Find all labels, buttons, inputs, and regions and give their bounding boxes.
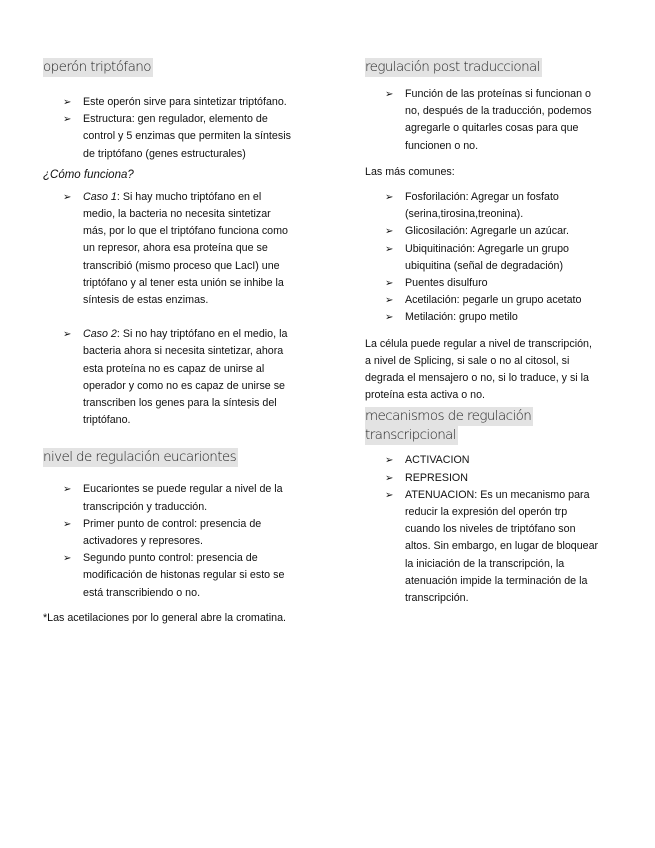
arrow-bullet-icon: ➢ (63, 114, 72, 126)
list-item: ➢ Estructura: gen regulador, elemento de control y 5 enzimas que permiten la síntesis de triptófano (genes estructurales) (63, 113, 291, 160)
list-item: ➢ Acetilación: pegarle un grupo acetato (385, 292, 600, 309)
arrow-bullet-icon: ➢ (385, 243, 394, 255)
heading-nivel-regulacion: nivel de regulación eucariontes (43, 449, 237, 466)
list-item: ➢ Función de las proteínas si funcionan o no, después de la traducción, podemos agregarle o quitarles cosas para que funcionen o no. (385, 88, 592, 152)
arrow-bullet-icon: ➢ (385, 472, 394, 484)
arrow-bullet-icon: ➢ (385, 489, 394, 501)
arrow-bullet-icon: ➢ (63, 329, 72, 341)
list-item: ➢ Glicosilación: Agregarle un azúcar. (385, 223, 600, 240)
cases-list (43, 189, 293, 430)
heading-operon-triptofano: operón triptófano (43, 59, 151, 75)
regulation-paragraph: La célula puede regular a nivel de transcripción, a nivel de Splicing, si sale o no al citosol, si degrada el mensajero o no, si lo traduce, y si la proteína esta activa o no. (365, 337, 592, 402)
list-item: ➢ ATENUACION: Es un mecanismo para reducir la expresión del operón trp cuando los niveles de triptófano son altos. Sin embargo, en lugar de bloquear la iniciación de la transcripción, la atenuación impide la terminación de la transcripción. (385, 488, 599, 605)
list-item: ➢ Segundo punto control: presencia de modificación de histonas regular si esto se está transcribiendo o no. (63, 552, 285, 599)
list-item: ➢ ACTIVACION (385, 452, 600, 469)
operon-list (43, 94, 293, 163)
list-item: ➢ Metilación: grupo metilo (385, 309, 600, 326)
arrow-bullet-icon: ➢ (385, 226, 394, 238)
list-item: ➢ REPRESION (385, 470, 600, 487)
modifications-list (365, 189, 600, 327)
common-label: Las más comunes: (365, 165, 455, 178)
acetilaciones-note: *Las acetilaciones por lo general abre la cromatina. (43, 611, 286, 624)
arrow-bullet-icon: ➢ (385, 312, 394, 324)
list-item: ➢ Fosforilación: Agregar un fosfato (serina,tirosina,treonina). (385, 191, 559, 221)
list-item: ➢ Este operón sirve para sintetizar triptófano. (63, 94, 293, 111)
list-item: ➢ Ubiquitinación: Agregarle un grupo ubiquitina (señal de degradación) (385, 242, 569, 272)
arrow-bullet-icon: ➢ (63, 484, 72, 496)
arrow-bullet-icon: ➢ (63, 191, 72, 203)
list-item-case-2: ➢ Caso 2: Si no hay triptófano en el medio, la bacteria ahora si necesita sintetizar, ahora esta proteína no es capaz de unirse al operador y como no es capaz de unirse se transcriben los genes para la síntesis del triptófano. (63, 328, 288, 427)
heading-mecanismos-regulacion: mecanismos de regulación (365, 408, 532, 425)
arrow-bullet-icon: ➢ (385, 295, 394, 307)
mechanisms-list (365, 452, 600, 607)
left-column (43, 58, 293, 627)
subheading-como-funciona: ¿Cómo funciona? (43, 168, 134, 181)
list-item: ➢ Puentes disulfuro (385, 275, 600, 292)
right-column (365, 58, 600, 607)
heading-transcripcional: transcripcional (365, 427, 457, 444)
arrow-bullet-icon: ➢ (385, 192, 394, 204)
arrow-bullet-icon: ➢ (63, 518, 72, 530)
list-item: ➢ Eucariontes se puede regular a nivel de la transcripción y traducción. (63, 483, 283, 513)
list-item-case-1: ➢ Caso 1: Si hay mucho triptófano en el medio, la bacteria no necesita sintetizar más, por lo que el triptófano funciona como un represor, ahora esa proteína que se transcribió (mismo proceso que LacI) une triptófano y al tener esta unión se inhibe la síntesis de estas enzimas. (63, 190, 288, 307)
list-item: ➢ Primer punto de control: presencia de activadores y represores. (63, 517, 262, 548)
arrow-bullet-icon: ➢ (385, 89, 394, 100)
arrow-bullet-icon: ➢ (385, 278, 394, 290)
eucariontes-list (43, 481, 293, 601)
post-traduccional-intro-list (365, 86, 600, 155)
arrow-bullet-icon: ➢ (63, 553, 72, 565)
heading-regulacion-post-traduccional: regulación post traduccional (365, 59, 540, 75)
arrow-bullet-icon: ➢ (385, 455, 394, 467)
arrow-bullet-icon: ➢ (63, 97, 72, 108)
